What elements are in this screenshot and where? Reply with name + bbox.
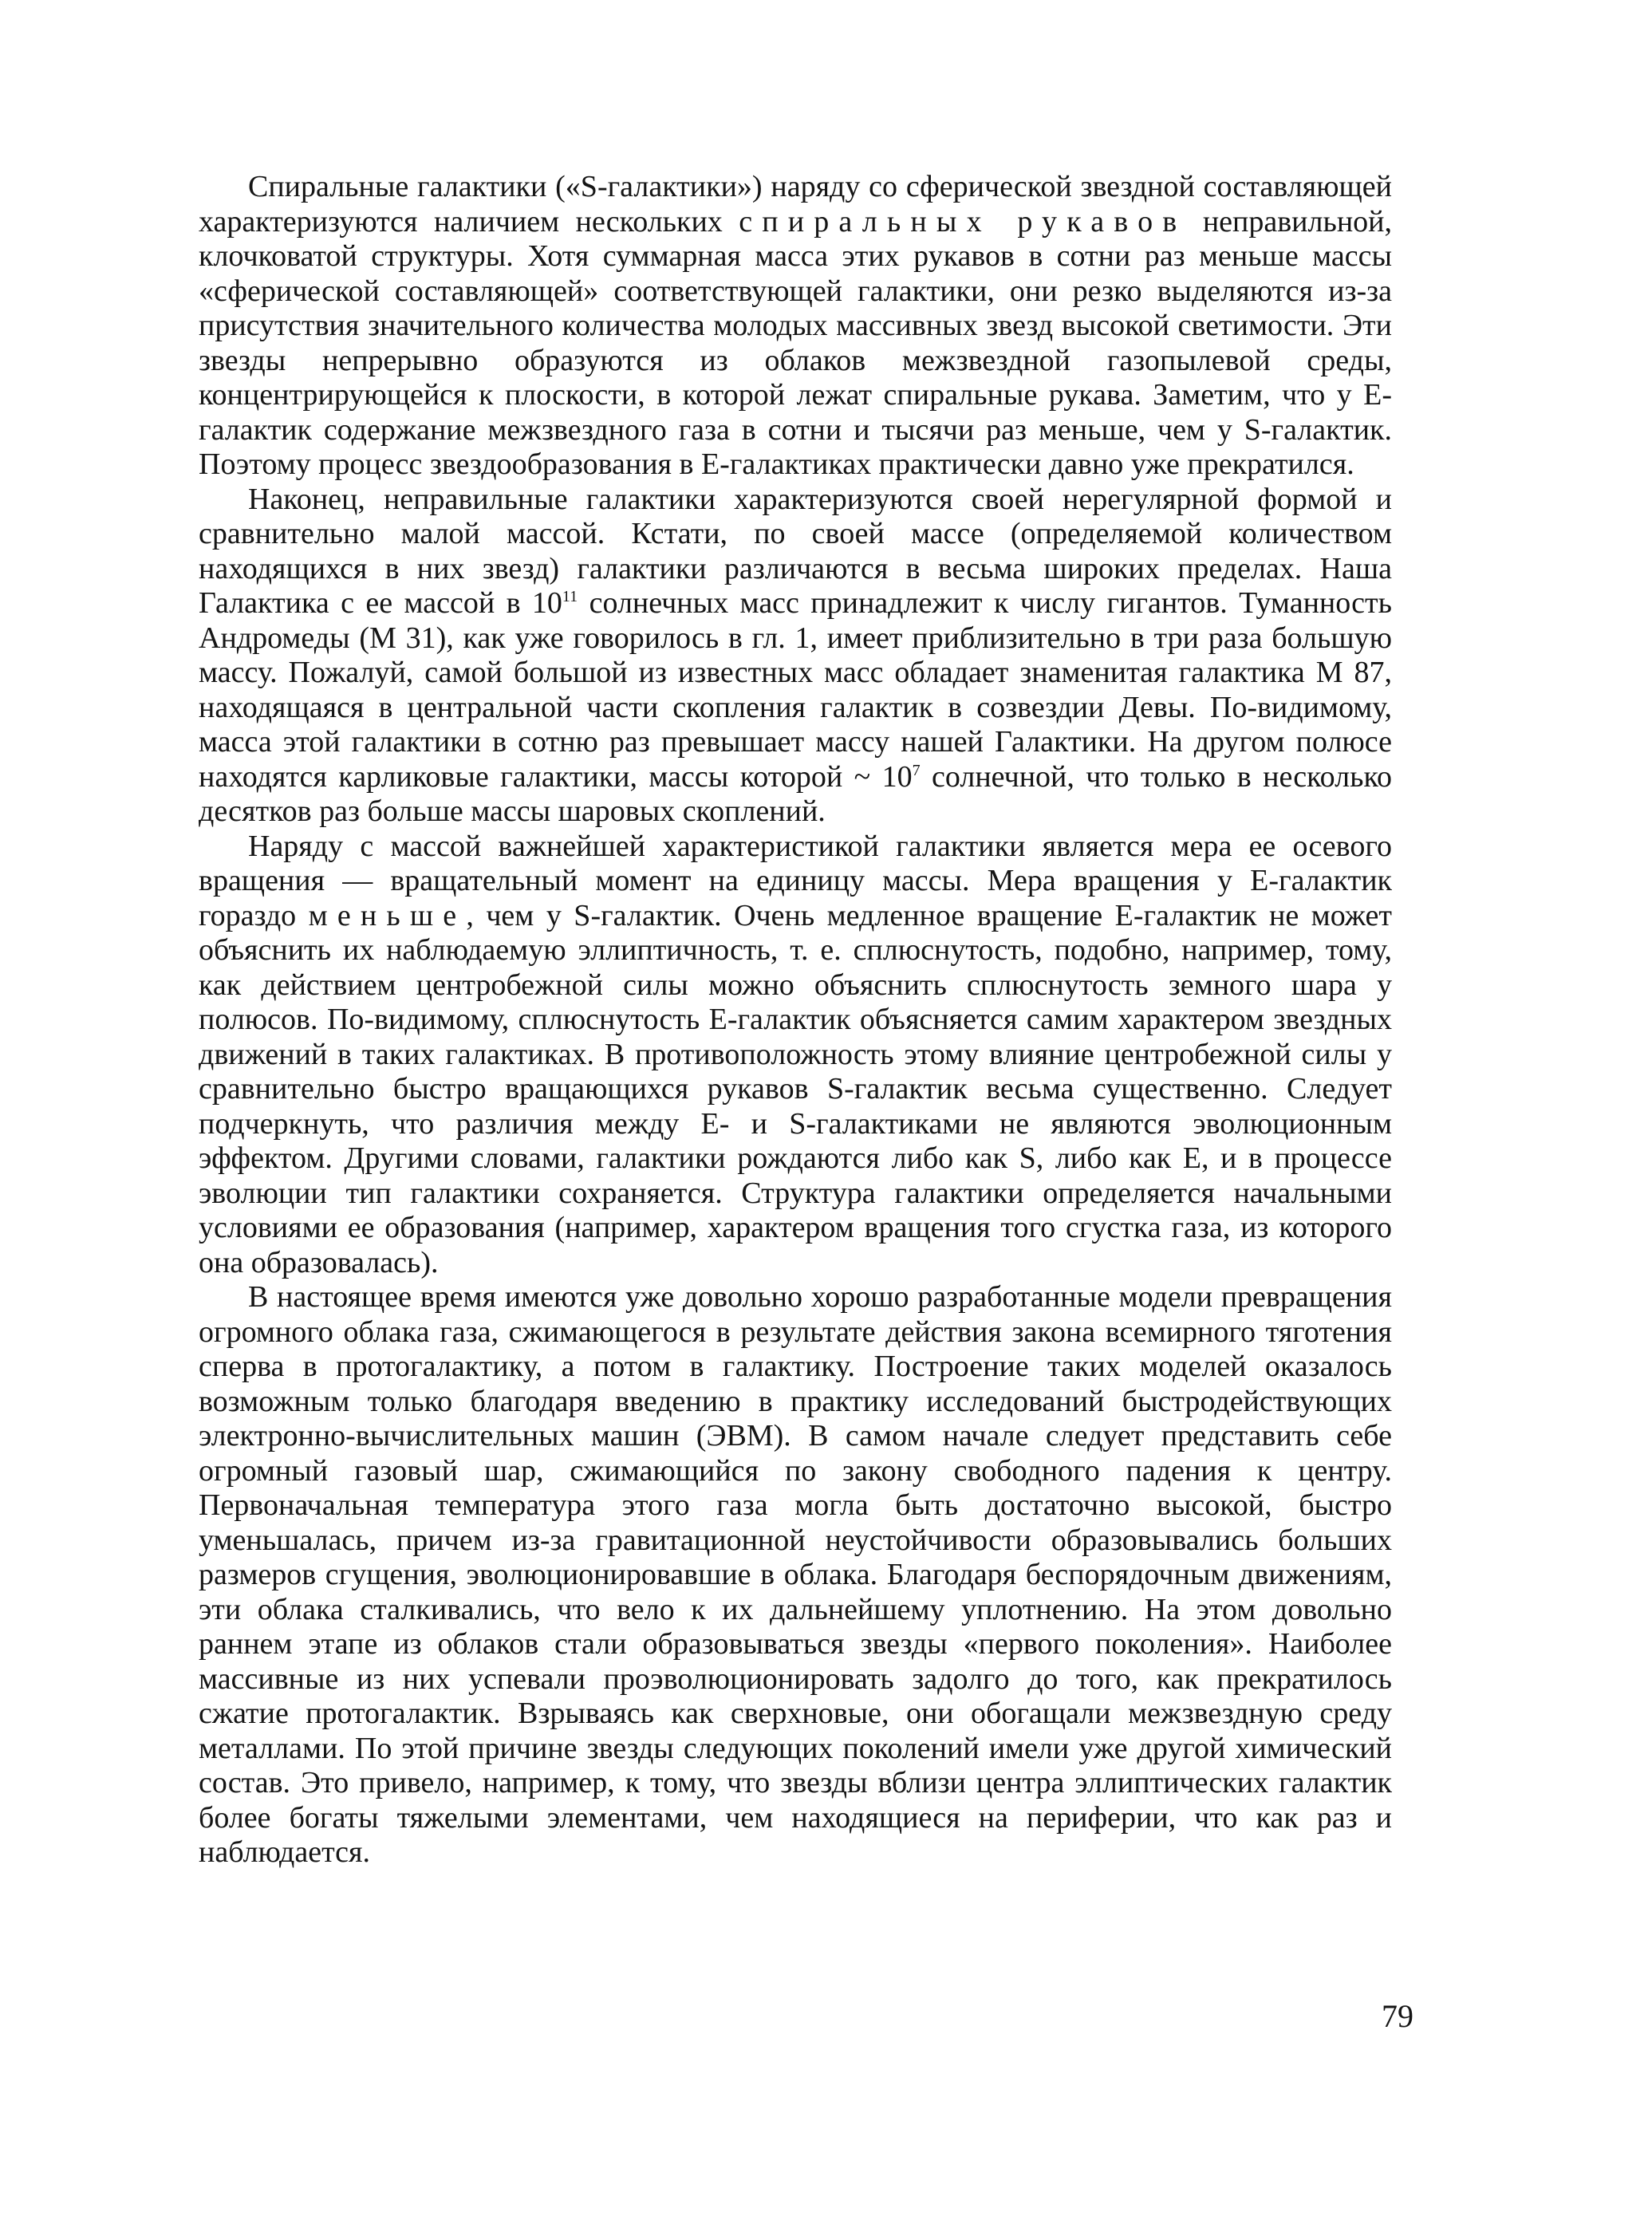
- text-run: В настоящее время имеются уже довольно хорошо разработанные модели превращения огромного облака газа, сжимающегося в результате действия закона всемирного тяготения сперва в протогалактику, а потом в галактику. Построение таких моделей оказалось возможным только благодаря введению в практику исследований быстродействующих электронно-вычислительных машин (ЭВМ). В самом начале следует представить себе огромный газовый шар, сжимающийся по закону свободного падения к центру. Первоначальная температура этого газа могла быть достаточно высокой, быстро уменьшалась, причем из-за гравитационной неустойчивости образовывались больших размеров сгущения, эволюционировавшие в облака. Благодаря беспорядочным движениям, эти облака сталкивались, что вело к их дальнейшему уплотнению. На этом довольно раннем этапе из облаков стали образовываться звезды «первого поколения». Наиболее массивные из них успевали проэволюционировать задолго до того, как прекратилось сжатие протогалактик. Взрываясь как сверхновые, они обогащали межзвездную среду металлами. По этой причине звезды следующих поколений имели уже другой химический состав. Это привело, например, к тому, что звезды вблизи центра эллиптических галактик более богаты тяжелыми элементами, чем находящиеся на периферии, что как раз и наблюдается.: [199, 1280, 1392, 1869]
- text-run: солнечных масс принадлежит к числу гигантов. Туманность Андромеды (М 31), как уже говорилось в гл. 1, имеет приблизительно в три раза большую массу. Пожалуй, самой большой из известных масс обладает знаменитая галактика М 87, находящаяся в центральной части скопления галактик в созвездии Девы. По-видимому, масса этой галактики в сотню раз превышает массу нашей Галактики. На другом полюсе находятся карликовые галактики, массы которой ~ 10: [199, 586, 1392, 794]
- emphasis-spaced: спиральных рукавов: [739, 204, 1187, 238]
- text-run: Наконец, неправильные галактики характеризуются своей нерегулярной формой и сравнительно малой массой. Кстати, по своей массе (определяемой количеством находящихся в них звезд) галактики различаются в весьма широких пределах. Наша Галактика с ее массой в 10: [199, 482, 1392, 620]
- superscript-exponent: 11: [562, 588, 578, 605]
- paragraph-galaxy-formation-models: [199, 1280, 1392, 1870]
- text-run: неправильной, клочковатой структуры. Хотя суммарная масса этих рукавов в сотни раз меньше массы «сферической составляющей» соответствующей галактики, они резко выделяются из-за присутствия значительного количества молодых массивных звезд высокой светимости. Эти звезды непрерывно образуются из облаков межзвездной газопылевой среды, концентрирующейся к плоскости, в которой лежат спиральные рукава. Заметим, что у Е-галактик содержание межзвездного газа в сотни и тысячи раз меньше, чем у S-галактик. Поэтому процесс звездообразования в Е-галактиках практически давно уже прекратился.: [199, 204, 1392, 481]
- emphasis-spaced: меньше: [308, 898, 467, 932]
- text-run: солнечной, что только в несколько десятков раз больше массы шаровых скоплений.: [199, 759, 1393, 828]
- superscript-exponent: 7: [912, 761, 921, 779]
- text-run: Спиральные галактики («S-галактики») наряду со сферической звездной составляющей характеризуются наличием нескольких: [199, 170, 1392, 238]
- body-text: [199, 170, 1392, 1870]
- page-number: 79: [1382, 1998, 1413, 2034]
- paragraph-spiral-galaxies: [199, 170, 1392, 483]
- paragraph-irregular-galaxies: [199, 483, 1392, 830]
- paragraph-galaxy-rotation: [199, 830, 1392, 1281]
- text-run: , чем у S-галактик. Очень медленное вращение Е-галактик не может объяснить их наблюдаемую эллиптичность, т. е. сплюснутость, подобно, например, тому, как действием центробежной силы можно объяснить сплюснутость земного шара у полюсов. По-видимому, сплюснутость Е-галактик объясняется самим характером звездных движений в таких галактиках. В противоположность этому влияние центробежной силы у сравнительно быстро вращающихся рукавов S-галактик весьма существенно. Следует подчеркнуть, что различия между Е- и S-галактиками не являются эволюционным эффектом. Другими словами, галактики рождаются либо как S, либо как Е, и в процессе эволюции тип галактики сохраняется. Структура галактики определяется начальными условиями ее образования (например, характером вращения того сгустка газа, из которого она образовалась).: [199, 898, 1392, 1279]
- text-run: Наряду с массой важнейшей характеристикой галактики является мера ее осевого вращения — вращательный момент на единицу массы. Мера вращения у Е-галактик гораздо: [199, 829, 1392, 932]
